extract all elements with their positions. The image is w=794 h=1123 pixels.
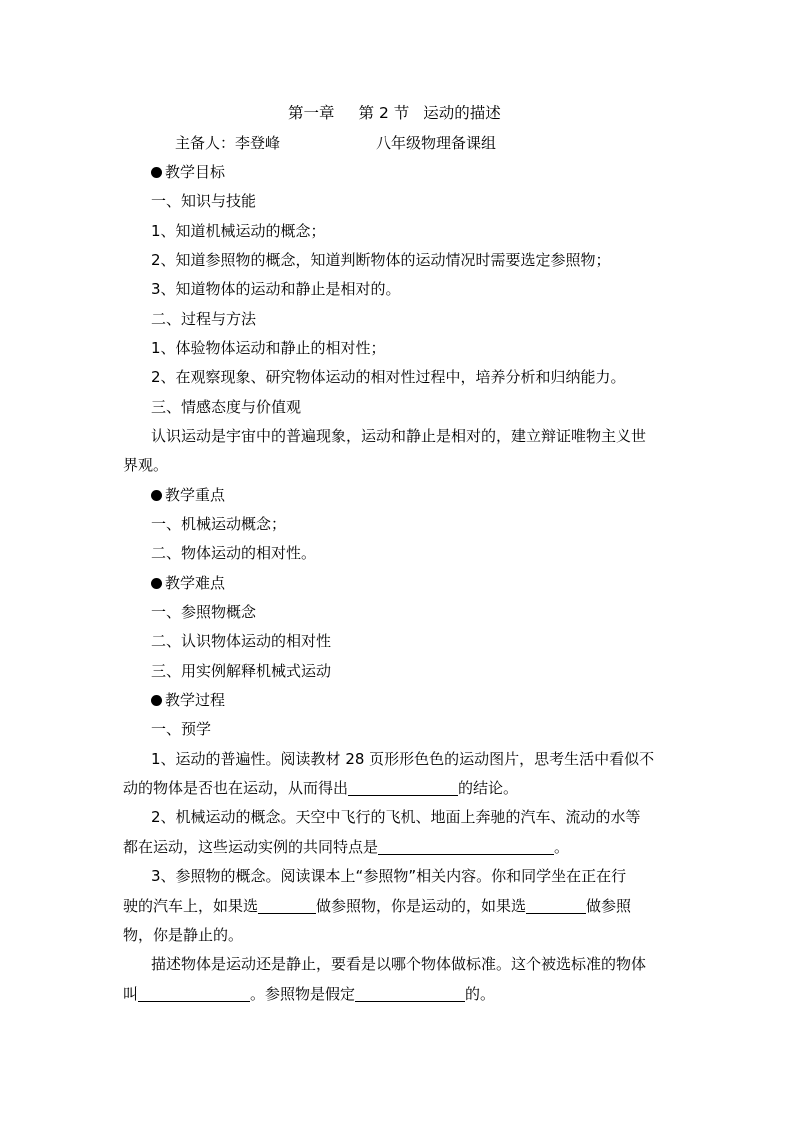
difficulties-heading: 教学难点: [151, 573, 225, 593]
difficulties-item-3: 三、用实例解释机械式运动: [151, 662, 332, 680]
process-heading: 教学过程: [151, 690, 225, 710]
preparer-group-line: [376, 133, 496, 153]
title-chapter: 第一章: [288, 104, 335, 122]
fill-blank[interactable]: [526, 897, 586, 914]
difficulties-item-2: 二、认识物体运动的相对性: [151, 632, 332, 650]
objectives-p1: 1、体验物体运动和静止的相对性；: [151, 339, 386, 357]
objectives-k3: 3、知道物体的运动和静止是相对的。: [151, 280, 401, 298]
bullet-icon: [151, 167, 162, 178]
bullet-icon: [151, 695, 162, 706]
fill-blank[interactable]: [258, 897, 316, 914]
objectives-h3: 三、情感态度与价值观: [151, 398, 302, 416]
fill-blank[interactable]: [138, 985, 250, 1002]
bullet-icon: [151, 578, 162, 589]
objectives-v2: 界观。: [123, 456, 169, 474]
page-title: [288, 103, 501, 123]
process-preview: 一、预学: [151, 720, 212, 738]
question-4-line-1: 描述物体是运动还是静止，要看是以哪个物体做标准。这个被选标准的物体: [151, 955, 647, 973]
preparer-line: [175, 133, 280, 153]
question-3-line-3: 物，你是静止的。: [123, 926, 244, 944]
key-points-heading: 教学重点: [151, 485, 225, 505]
objectives-h2: 二、过程与方法: [151, 310, 257, 328]
objectives-k1: 1、知道机械运动的概念；: [151, 222, 326, 240]
question-2-line-1: 2、机械运动的概念。天空中飞行的飞机、地面上奔驰的汽车、流动的水等: [151, 808, 641, 826]
question-1-line-1: 1、运动的普遍性。阅读教材 28 页形形色色的运动图片，思考生活中看似不: [151, 750, 655, 768]
question-3-line-1: 3、参照物的概念。阅读课本上“参照物”相关内容。你和同学坐在正在行: [151, 867, 627, 885]
key-points-item-2: 二、物体运动的相对性。: [151, 544, 317, 562]
objectives-v1: 认识运动是宇宙中的普遍现象，运动和静止是相对的，建立辩证唯物主义世: [151, 427, 647, 445]
objectives-heading: 教学目标: [151, 162, 225, 182]
question-4-line-2: 叫 。参照物是假定 的。: [123, 985, 496, 1003]
question-3-line-2: 驶的汽车上，如果选 做参照物，你是运动的，如果选 做参照: [123, 897, 632, 915]
key-points-item-1: 一、机械运动概念；: [151, 515, 287, 533]
preparer-group: 八年级物理备课组: [376, 134, 497, 152]
objectives-p2: 2、在观察现象、研究物体运动的相对性过程中，培养分析和归纳能力。: [151, 368, 626, 386]
fill-blank[interactable]: [348, 779, 458, 796]
question-1-line-2: 动的物体是否也在运动，从而得出 的结论。: [123, 779, 519, 797]
difficulties-item-1: 一、参照物概念: [151, 603, 257, 621]
fill-blank[interactable]: [378, 838, 554, 855]
objectives-k2: 2、知道参照物的概念，知道判断物体的运动情况时需要选定参照物；: [151, 251, 611, 269]
question-2-line-2: 都在运动，这些运动实例的共同特点是 。: [123, 838, 570, 856]
bullet-icon: [151, 490, 162, 501]
title-section: 第 2 节: [358, 104, 410, 122]
objectives-h1: 一、知识与技能: [151, 192, 257, 210]
preparer-label: 主备人：李登峰: [175, 134, 281, 152]
title-topic: 运动的描述: [423, 104, 501, 122]
fill-blank[interactable]: [355, 985, 465, 1002]
